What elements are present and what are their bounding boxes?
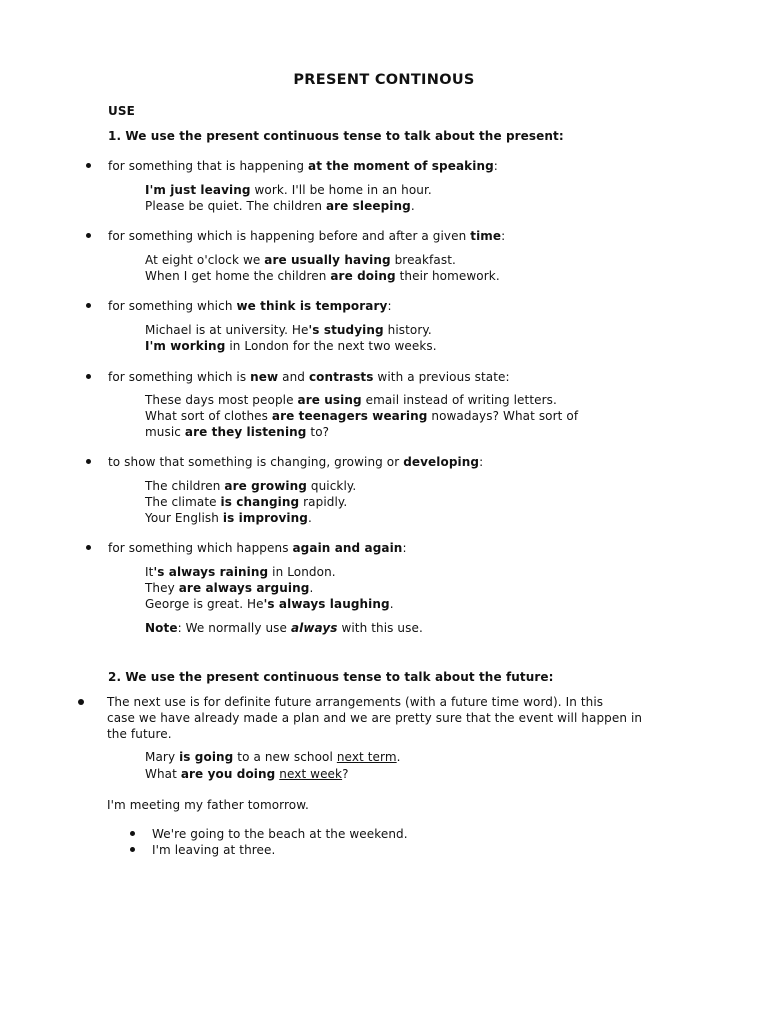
example-line: Please be quiet. The children are sleeping. [145,199,415,213]
bullet-1-text: for something that is happening at the moment of speaking: [108,159,498,173]
bullet-dot [130,847,135,852]
example-line: Mary is going to a new school next term. [145,750,401,764]
example-line: The children are growing quickly. [145,479,357,493]
list-item: We're going to the beach at the weekend. [152,827,408,841]
example-line: Michael is at university. He's studying history. [145,323,432,337]
paragraph-line: case we have already made a plan and we are pretty sure that the event will happen in [107,711,643,725]
bullet-dot [86,163,91,168]
bullet-dot [86,303,91,308]
bullet-2-text: for something which is happening before and after a given time: [108,229,506,243]
note-line: Note: We normally use always with this use. [145,621,423,635]
example-line: The climate is changing rapidly. [145,495,348,509]
bullet-dot [86,233,91,238]
bullet-6-text: for something which happens again and again: [108,541,407,555]
meeting-line: I'm meeting my father tomorrow. [107,798,309,812]
list-item: I'm leaving at three. [152,843,276,857]
example-line: They are always arguing. [145,581,314,595]
paragraph-line: The next use is for definite future arrangements (with a future time word). In this [107,695,604,709]
example-line: I'm just leaving work. I'll be home in an hour. [145,183,432,197]
example-line: At eight o'clock we are usually having breakfast. [145,253,456,267]
example-line: music are they listening to? [145,425,330,439]
bullet-dot [86,374,91,379]
example-line: George is great. He's always laughing. [145,597,394,611]
example-line: It's always raining in London. [145,565,336,579]
example-line: These days most people are using email instead of writing letters. [145,393,557,407]
use-label: USE [108,104,135,118]
bullet-4-text: for something which is new and contrasts with a previous state: [108,370,510,384]
bullet-dot [78,699,84,705]
section-1-heading: 1. We use the present continuous tense to talk about the present: [108,129,564,143]
example-line: What are you doing next week? [145,767,349,781]
paragraph-line: the future. [107,727,172,741]
bullet-5-text: to show that something is changing, growing or developing: [108,455,484,469]
section-2-heading: 2. We use the present continuous tense to talk about the future: [108,670,554,684]
example-line: I'm working in London for the next two weeks. [145,339,437,353]
example-line: Your English is improving. [145,511,312,525]
bullet-dot [86,459,91,464]
page-title: PRESENT CONTINOUS [293,72,475,88]
bullet-dot [86,545,91,550]
bullet-3-text: for something which we think is temporary: [108,299,392,313]
example-line: When I get home the children are doing their homework. [145,269,500,283]
bullet-dot [130,831,135,836]
example-line: What sort of clothes are teenagers wearing nowadays? What sort of [145,409,579,423]
